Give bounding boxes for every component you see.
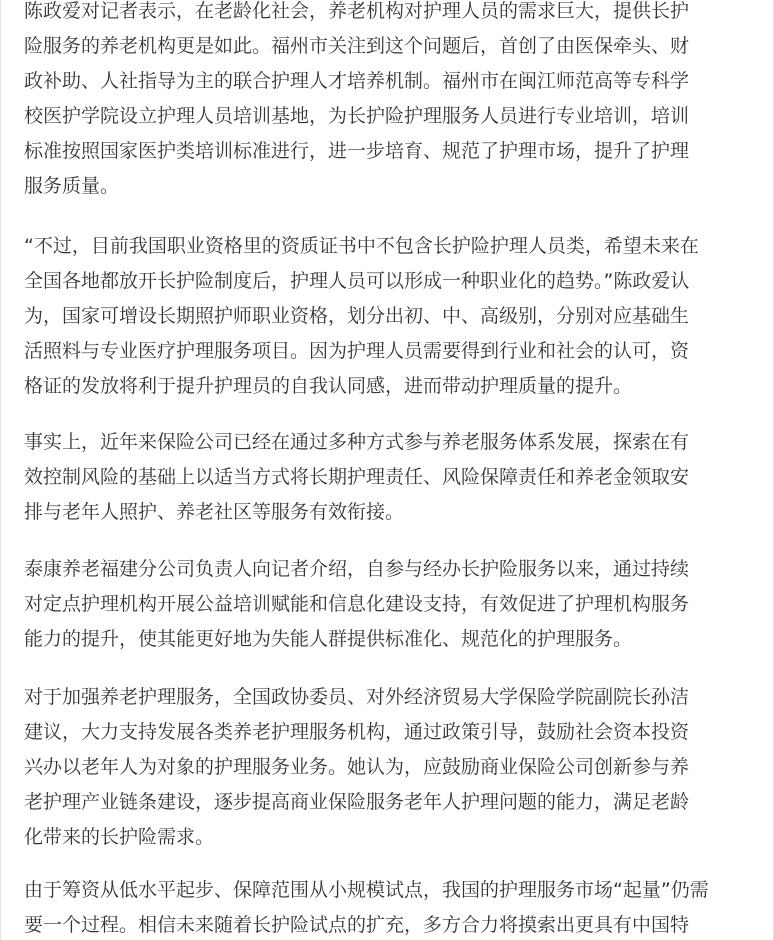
paragraph-5: 对于加强养老护理服务，全国政协委员、对外经济贸易大学保险学院副院长孙洁 建议，大力支持发展各类养老护理服务机构，通过政策引导，鼓励社会资本投资 兴办以老年人为对象的护理服务业务。她认为，应鼓励商业保险公司创新参与养 老护理产业链条建设，逐步提高商业保险服务老年人护理问题的能力，满足老龄 化带来的长护险需求。: [24, 686, 690, 848]
paragraph-3: 事实上，近年来保险公司已经在通过多种方式参与养老服务体系发展，探索在有 效控制风险的基础上以适当方式将长期护理责任、风险保障责任和养老金领取安 排与老年人照护、养老社区等服务有效衔接。: [24, 431, 690, 523]
paragraph-2: “不过，目前我国职业资格里的资质证书中不包含长护险护理人员类，希望未来在 全国各地都放开长护险制度后，护理人员可以形成一种职业化的趋势。”陈政爱认 为，国家可增设长期照护师职业资格，划分出初、中、高级别，分别对应基础生 活照料与专业医疗护理服务项目。因为护理人员需要得到行业和社会的认可，资 格证的发放将利于提升护理员的自我认同感，进而带动护理质量的提升。: [24, 235, 699, 397]
paragraph-1: 陈政爱对记者表示，在老龄化社会，养老机构对护理人员的需求巨大，提供长护 险服务的养老机构更是如此。福州市关注到这个问题后，首创了由医保牵头、财 政补助、人社指导为主的联合护理人才培养机制。福州市在闽江师范高等专科学 校医护学院设立护理人员培训基地，为长护险护理服务人员进行专业培训，培训 标准按照国家医护类培训标准进行，进一步培育、规范了护理市场，提升了护理 服务质量。: [24, 0, 690, 197]
paragraph-4: 泰康养老福建分公司负责人向记者介绍，自参与经办长护险服务以来，通过持续 对定点护理机构开展公益培训赋能和信息化建设支持，有效促进了护理机构服务 能力的提升，使其能更好地为失能人群提供标准化、规范化的护理服务。: [24, 558, 690, 650]
paragraph-6: 由于筹资从低水平起步、保障范围从小规模试点，我国的护理服务市场“起量”仍需 要一个过程。相信未来随着长护险试点的扩充，多方合力将摸索出更具有中国特: [24, 879, 709, 936]
